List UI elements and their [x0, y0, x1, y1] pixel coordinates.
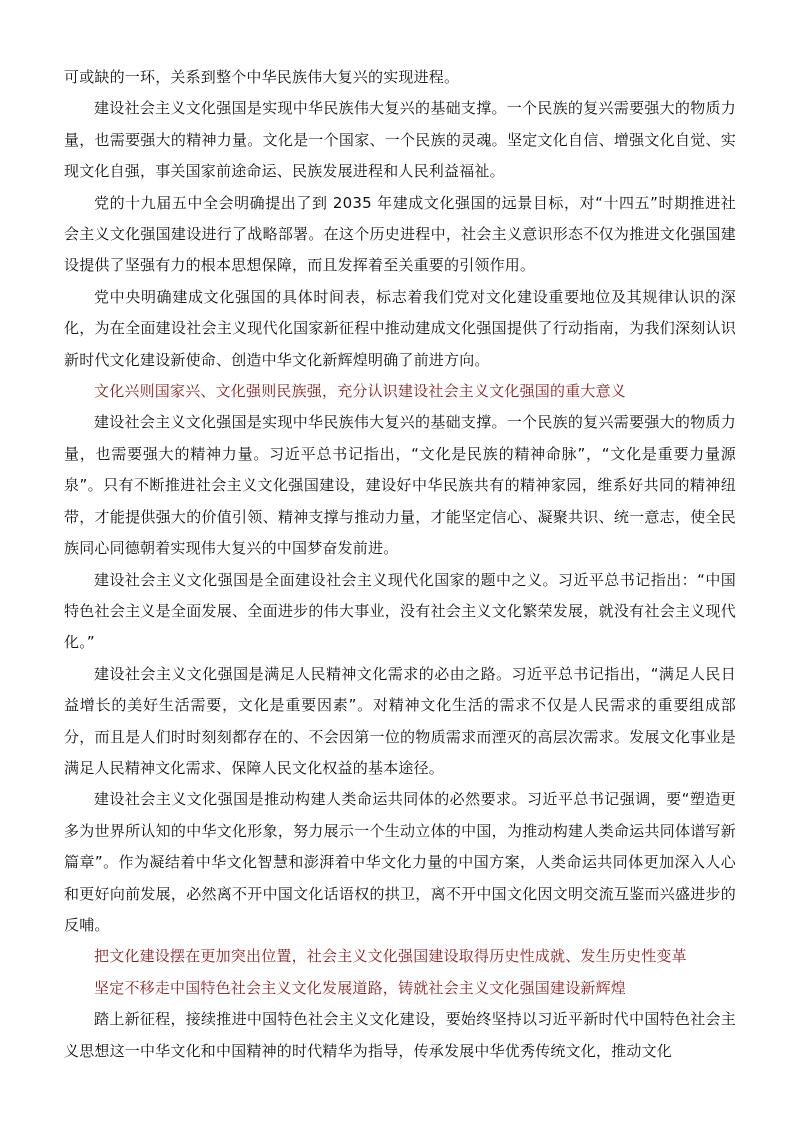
body-paragraph: 建设社会主义文化强国是全面建设社会主义现代化国家的题中之义。习近平总书记指出：“中国特色社会主义是全面发展、全面进步的伟大事业，没有社会主义文化繁荣发展，就没有社会主义现代化。”	[64, 570, 736, 652]
body-paragraph: 党中央明确建成文化强国的具体时间表，标志着我们党对文化建设重要地位及其规律认识的深化，为在全面建设社会主义现代化国家新征程中推动建成文化强国提供了行动指南，为我们深刻认识新时代文化建设新使命、创造中华文化新辉煌明确了前进方向。	[64, 287, 736, 369]
body-paragraph: 建设社会主义文化强国是推动构建人类命运共同体的必然要求。习近平总书记强调，要“塑造更多为世界所认知的中华文化形象，努力展示一个生动立体的中国，为推动构建人类命运共同体谱写新篇章”。作为凝结着中华文化智慧和澎湃着中华文化力量的中国方案，人类命运共同体更加深入人心和更好向前发展，必然离不开中国文化话语权的拱卫，离不开中国文化因文明交流互鉴而兴盛进步的反哺。	[64, 790, 736, 934]
section-heading: 文化兴则国家兴、文化强则民族强，充分认识建设社会主义文化强国的重大意义	[94, 382, 627, 401]
body-paragraph: 踏上新征程，接续推进中国特色社会主义文化建设，要始终坚持以习近平新时代中国特色社会主义思想这一中华文化和中国精神的时代精华为指导，传承发展中华优秀传统文化，推动文化	[64, 1010, 736, 1060]
body-paragraph: 可或缺的一环，关系到整个中华民族伟大复兴的实现进程。	[64, 68, 460, 86]
body-paragraph: 建设社会主义文化强国是实现中华民族伟大复兴的基础支撑。一个民族的复兴需要强大的物质力量，也需要强大的精神力量。文化是一个国家、一个民族的灵魂。坚定文化自信、增强文化自觉、实现文化自强，事关国家前途命运、民族发展进程和人民利益福祉。	[64, 99, 736, 181]
body-paragraph: 党的十九届五中全会明确提出了到 2035 年建成文化强国的远景目标，对“十四五”时期推进社会主义文化强国建设进行了战略部署。在这个历史进程中，社会主义意识形态不仅为推进文化强国建设提供了坚强有力的根本思想保障，而且发挥着至关重要的引领作用。	[64, 193, 736, 275]
body-paragraph: 建设社会主义文化强国是实现中华民族伟大复兴的基础支撑。一个民族的复兴需要强大的物质力量，也需要强大的精神力量。习近平总书记指出，“文化是民族的精神命脉”，“文化是重要力量源泉”。只有不断推进社会主义文化强国建设，建设好中华民族共有的精神家园，维系好共同的精神纽带，才能提供强大的价值引领、精神支撑与推动力量，才能坚定信心、凝聚共识、统一意志，使全民族同心同德朝着实现伟大复兴的中国梦奋发前进。	[64, 413, 736, 558]
body-paragraph: 建设社会主义文化强国是满足人民精神文化需求的必由之路。习近平总书记指出，“满足人民日益增长的美好生活需要，文化是重要因素”。对精神文化生活的需求不仅是人民需求的重要组成部分，而且是人们时时刻刻都存在的、不会因第一位的物质需求而湮灭的高层次需求。发展文化事业是满足人民精神文化需求、保障人民文化权益的基本途径。	[64, 664, 736, 777]
document-page	[64, 62, 736, 1067]
section-heading: 把文化建设摆在更加突出位置，社会主义文化强国建设取得历史性成就、发生历史性变革	[94, 947, 687, 966]
section-heading: 坚定不移走中国特色社会主义文化发展道路，铸就社会主义文化强国建设新辉煌	[94, 978, 627, 997]
